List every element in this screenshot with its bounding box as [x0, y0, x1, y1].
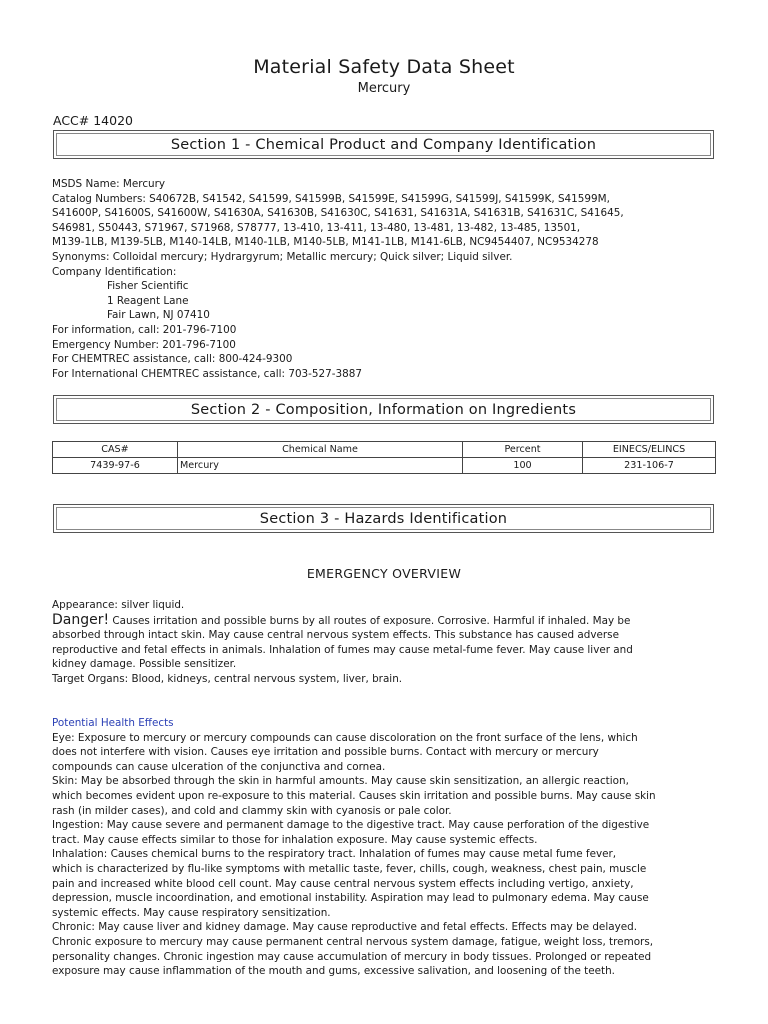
catalog-line: M139-1LB, M139-5LB, M140-14LB, M140-1LB, M140-5LB, M141-1LB, M141-6LB, NC9454407, NC9534278: [52, 236, 599, 249]
company-name: Fisher Scientific: [107, 280, 189, 293]
column-header: Percent: [463, 442, 583, 458]
info-phone: For information, call: 201-796-7100: [52, 323, 237, 336]
danger-text: absorbed through intact skin. May cause central nervous system effects. This substance has caused adverse: [52, 629, 619, 642]
company-street: 1 Reagent Lane: [107, 294, 189, 307]
health-line: depression, muscle incoordination, and emotional instability. Aspiration may lead to pulmonary edema. May cause: [52, 892, 649, 905]
health-line: rash (in milder cases), and cold and clammy skin with cyanosis or pale color.: [52, 804, 452, 817]
company-label: Company Identification:: [52, 265, 177, 278]
health-line: does not interfere with vision. Causes eye irritation and possible burns. Contact with mercury or mercury: [52, 746, 599, 759]
health-line: tract. May cause effects similar to those for inhalation exposure. May cause systemic effects.: [52, 833, 538, 846]
potential-health-effects-heading: Potential Health Effects: [52, 717, 174, 729]
table-cell: 100: [463, 458, 583, 474]
danger-statement: [52, 613, 633, 629]
table-cell: 7439-97-6: [53, 458, 178, 474]
danger-text: reproductive and fetal effects in animals. Inhalation of fumes may cause metal-fume fever. May cause liver and: [52, 643, 633, 656]
catalog-line: Catalog Numbers: S40672B, S41542, S41599, S41599B, S41599E, S41599G, S41599J, S41599K, S41599M,: [52, 192, 610, 205]
table-cell: Mercury: [178, 458, 463, 474]
table-cell: 231-106-7: [583, 458, 716, 474]
health-line: compounds can cause ulceration of the conjunctiva and cornea.: [52, 760, 386, 773]
section-3-heading: Section 3 - Hazards Identification: [53, 504, 714, 533]
health-line: which becomes evident upon re-exposure to this material. Causes skin irritation and possible burns. May cause skin: [52, 789, 656, 802]
catalog-line: S41600P, S41600S, S41600W, S41630A, S41630B, S41630C, S41631, S41631A, S41631B, S41631C, S41645,: [52, 207, 624, 220]
health-line: Ingestion: May cause severe and permanent damage to the digestive tract. May cause perforation of the digestive: [52, 819, 650, 832]
health-line: Skin: May be absorbed through the skin in harmful amounts. May cause skin sensitization, an allergic reaction,: [52, 775, 629, 788]
danger-text: Causes irritation and possible burns by all routes of exposure. Corrosive. Harmful if inhaled. May be: [109, 614, 631, 627]
health-effects-body: [52, 716, 656, 979]
synonyms: Synonyms: Colloidal mercury; Hydrargyrum; Metallic mercury; Quick silver; Liquid silver.: [52, 250, 513, 263]
section-1-body: [52, 177, 624, 381]
section-1-heading: Section 1 - Chemical Product and Company Identification: [53, 130, 714, 159]
health-line: exposure may cause inflammation of the mouth and gums, excessive salivation, and loosening of the teeth.: [52, 965, 615, 978]
column-header: EINECS/ELINCS: [583, 442, 716, 458]
health-line: which is characterized by flu-like symptoms with metallic taste, fever, chills, cough, weakness, chest pain, muscle: [52, 862, 647, 875]
health-line: Inhalation: Causes chemical burns to the respiratory tract. Inhalation of fumes may cause metal fume fever,: [52, 848, 617, 861]
health-line: personality changes. Chronic ingestion may cause accumulation of mercury in body tissues. Prolonged or repeated: [52, 950, 652, 963]
company-city: Fair Lawn, NJ 07410: [107, 309, 210, 322]
emergency-overview-title: EMERGENCY OVERVIEW: [306, 566, 462, 581]
chemtrec-phone: For CHEMTREC assistance, call: 800-424-9300: [52, 353, 293, 366]
document-subtitle: Mercury: [357, 81, 411, 96]
overview-body: [52, 598, 633, 687]
table-header-row: [53, 442, 716, 458]
danger-word: Danger!: [52, 611, 110, 628]
document-title: Material Safety Data Sheet: [253, 56, 515, 78]
appearance: Appearance: silver liquid.: [52, 599, 185, 611]
section-2-heading: Section 2 - Composition, Information on Ingredients: [53, 395, 714, 424]
acc-number: ACC# 14020: [53, 113, 133, 128]
danger-text: kidney damage. Possible sensitizer.: [52, 658, 237, 671]
target-organs: Target Organs: Blood, kidneys, central nervous system, liver, brain.: [52, 672, 403, 685]
composition-table: [52, 441, 716, 474]
health-line: systemic effects. May cause respiratory sensitization.: [52, 906, 331, 919]
column-header: CAS#: [53, 442, 178, 458]
emergency-phone: Emergency Number: 201-796-7100: [52, 338, 236, 351]
health-line: Eye: Exposure to mercury or mercury compounds can cause discoloration on the front surface of the lens, which: [52, 731, 638, 744]
table-row: [53, 458, 716, 474]
health-line: Chronic: May cause liver and kidney damage. May cause reproductive and fetal effects. Effects may be delayed.: [52, 921, 638, 934]
catalog-line: S46981, S50443, S71967, S71968, S78777, 13-410, 13-411, 13-480, 13-481, 13-482, 13-485, 13501,: [52, 221, 581, 234]
intl-chemtrec-phone: For International CHEMTREC assistance, call: 703-527-3887: [52, 367, 362, 380]
health-line: pain and increased white blood cell count. May cause central nervous system effects including vertigo, anxiety,: [52, 877, 634, 890]
msds-name: MSDS Name: Mercury: [52, 178, 166, 190]
column-header: Chemical Name: [178, 442, 463, 458]
health-line: Chronic exposure to mercury may cause permanent central nervous system damage, fatigue, weight loss, tremors,: [52, 935, 654, 948]
